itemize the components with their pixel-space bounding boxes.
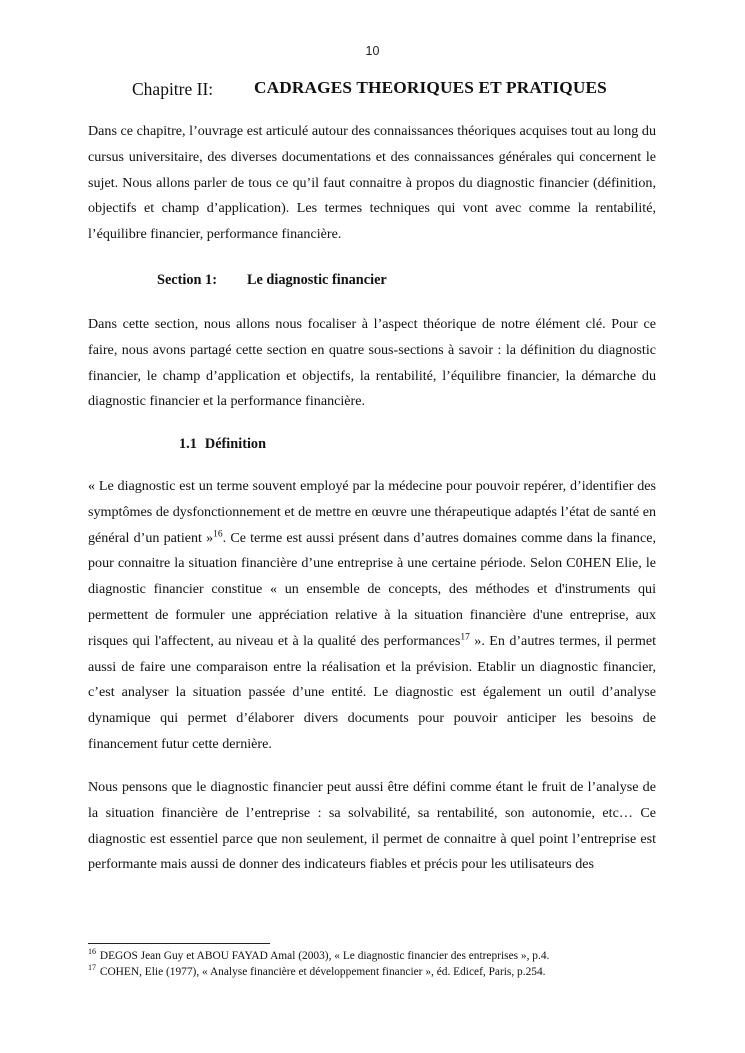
subsection-heading	[179, 436, 266, 453]
footnote-text: DEGOS Jean Guy et ABOU FAYAD Amal (2003), « Le diagnostic financier des entreprises », p.4.	[97, 950, 550, 962]
closing-paragraph: Nous pensons que le diagnostic financier peut aussi être défini comme étant le fruit de l’analyse de la situation financière de l’entreprise : sa solvabilité, sa rentabilité, son autonomie, etc… Ce diagnostic est essentiel parce que non seulement, il permet de connaitre à quel point l’entreprise est performante mais aussi de donner des indicateurs fiables et précis pour les utilisateurs des	[88, 779, 656, 873]
chapter-heading	[0, 76, 745, 102]
section-number: Section 1:	[157, 272, 217, 288]
page-number: 10	[365, 44, 380, 58]
definition-text-part1: « Le diagnostic est un terme souvent employé par la médecine pour pouvoir repérer, d’identifier des symptômes de dysfonctionnement et de mettre en œuvre une thérapeutique adaptés l’état de santé en général d’un patient »	[88, 478, 656, 546]
footnote-17	[88, 964, 668, 980]
footnote-text: COHEN, Elie (1977), « Analyse financière et développement financier », éd. Edicef, Paris, p.254.	[97, 966, 546, 978]
footnote-divider	[88, 943, 270, 944]
footnote-16	[88, 948, 668, 964]
footnote-number: 17	[88, 963, 96, 973]
intro-paragraph: Dans ce chapitre, l’ouvrage est articulé autour des connaissances théoriques acquises tout au long du cursus universitaire, des diverses documentations et des connaissances générales qui concernent le sujet. Nous allons parler de tous ce qu’il faut connaitre à propos du diagnostic financier (définition, objectifs et champ d’application). Les termes techniques qui vont avec comme la rentabilité, l’équilibre financier, performance financière.	[88, 123, 656, 243]
footnote-number: 16	[88, 947, 96, 957]
subsection-title: Définition	[204, 436, 267, 452]
chapter-title: CADRAGES THEORIQUES ET PRATIQUES	[254, 78, 607, 97]
subsection-number: 1.1	[179, 436, 197, 452]
footnotes	[88, 948, 668, 980]
section-title: Le diagnostic financier	[246, 272, 387, 288]
footnote-ref-16[interactable]: 16	[213, 528, 223, 539]
definition-text-part3: ». En d’autres termes, il permet aussi de faire une comparaison entre la réalisation et la prévision. Etablir un diagnostic financier, c’est analyser la situation passée d’une entité. Le diagnostic est également un outil d’analyse dynamique qui permet d’élaborer divers documents pour pouvoir anticiper les besoins de financement futur cette dernière.	[88, 632, 656, 752]
section-heading	[157, 272, 387, 289]
section-intro-paragraph: Dans cette section, nous allons nous focaliser à l’aspect théorique de notre élément clé. Pour ce faire, nous avons partagé cette section en quatre sous-sections à savoir : la définition du diagnostic financier, le champ d’application et objectifs, la rentabilité, l’équilibre financier, la démarche du diagnostic financier et la performance financière.	[88, 316, 656, 410]
definition-paragraph	[88, 474, 656, 758]
footnote-ref-17[interactable]: 17	[460, 632, 470, 643]
chapter-label: Chapitre II:	[132, 79, 214, 99]
definition-text-part2: . Ce terme est aussi présent dans d’autres domaines comme dans la finance, pour connaitre la situation financière d’une entreprise à une certaine période. Selon C0HEN Elie, le diagnostic financier constitue « un ensemble de concepts, des méthodes et d'instruments qui permettent de formuler une appréciation relative à la situation financière d'une entreprise, aux risques qui l'affectent, au niveau et à la qualité des performances	[88, 529, 656, 649]
